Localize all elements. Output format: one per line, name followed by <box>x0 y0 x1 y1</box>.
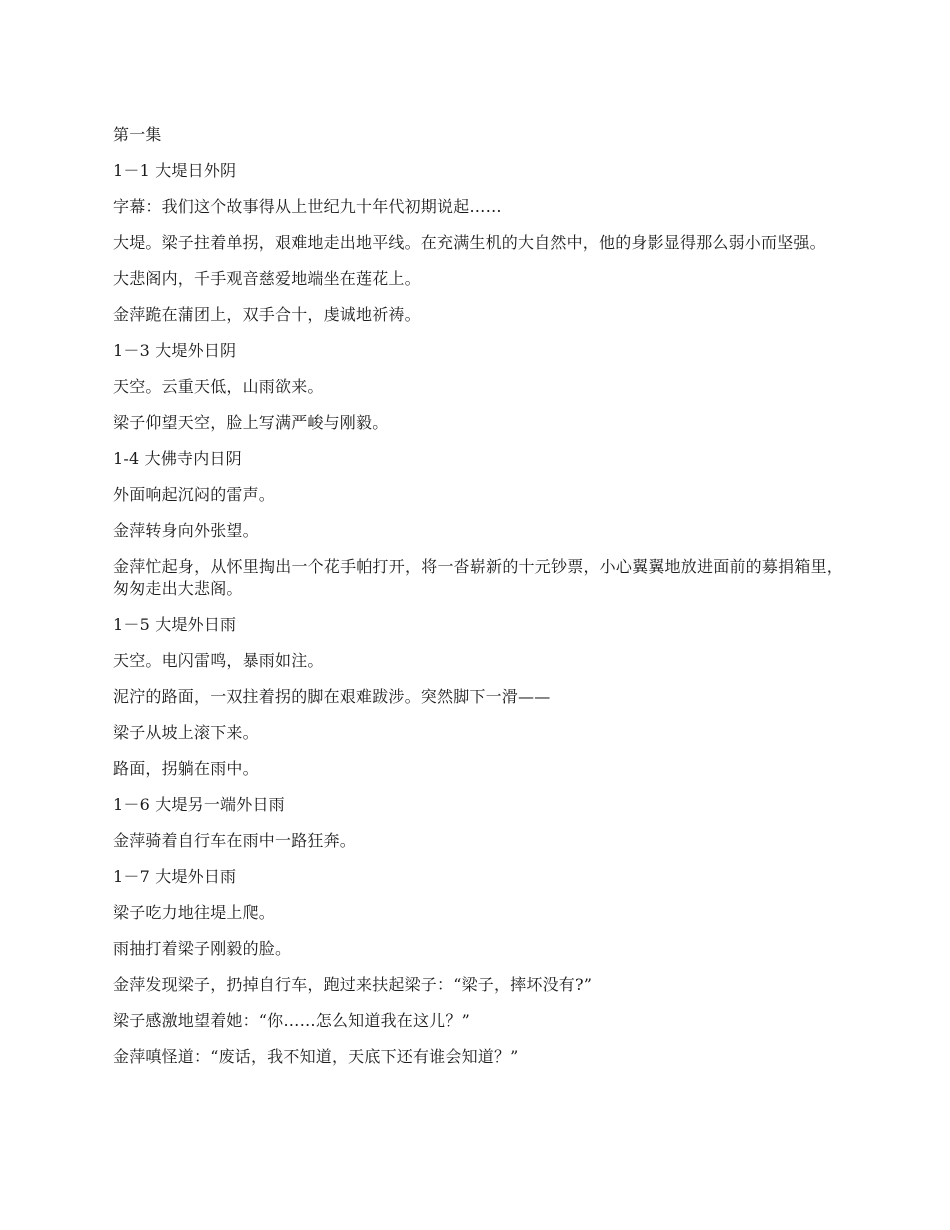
paragraph: 大堤。梁子拄着单拐，艰难地走出地平线。在充满生机的大自然中，他的身影显得那么弱小而坚强。 <box>113 233 826 252</box>
paragraph: 金萍跪在蒲团上，双手合十，虔诚地祈祷。 <box>113 305 421 324</box>
paragraph: 金萍忙起身，从怀里掏出一个花手帕打开，将一沓崭新的十元钞票，小心翼翼地放进面前的募捐箱里，匆匆走出大悲阁。 <box>113 557 843 598</box>
paragraph: 梁子从坡上滚下来。 <box>113 723 259 742</box>
paragraph: 路面，拐躺在雨中。 <box>113 759 259 778</box>
paragraph: 泥泞的路面，一双拄着拐的脚在艰难跋涉。突然脚下一滑—— <box>113 687 551 706</box>
paragraph: 外面响起沉闷的雷声。 <box>113 485 276 504</box>
scene-heading: 1－3 大堤外日阴 <box>113 341 237 360</box>
paragraph: 金萍骑着自行车在雨中一路狂奔。 <box>113 831 357 850</box>
paragraph: 金萍转身向外张望。 <box>113 521 259 540</box>
paragraph: 金萍嗔怪道：“废话，我不知道，天底下还有谁会知道？” <box>113 1047 519 1066</box>
paragraph: 天空。云重天低，山雨欲来。 <box>113 377 324 396</box>
paragraph: 雨抽打着梁子刚毅的脸。 <box>113 939 292 958</box>
paragraph: 大悲阁内，千手观音慈爱地端坐在莲花上。 <box>113 269 421 288</box>
paragraph: 金萍发现梁子，扔掉自行车，跑过来扶起梁子：“梁子，摔坏没有?” <box>113 975 593 994</box>
episode-title: 第一集 <box>113 125 162 144</box>
paragraph: 梁子仰望天空，脸上写满严峻与刚毅。 <box>113 413 389 432</box>
scene-heading: 1－6 大堤另一端外日雨 <box>113 795 285 814</box>
paragraph: 天空。电闪雷鸣，暴雨如注。 <box>113 651 324 670</box>
scene-heading: 1-4 大佛寺内日阴 <box>113 449 242 468</box>
scene-heading: 1－1 大堤日外阴 <box>113 161 237 180</box>
document-page <box>113 124 843 1082</box>
scene-heading: 1－7 大堤外日雨 <box>113 867 237 886</box>
paragraph: 梁子吃力地往堤上爬。 <box>113 903 276 922</box>
paragraph: 梁子感激地望着她：“你……怎么知道我在这儿？” <box>113 1011 470 1030</box>
scene-heading: 1－5 大堤外日雨 <box>113 615 237 634</box>
paragraph: 字幕：我们这个故事得从上世纪九十年代初期说起…… <box>113 197 502 216</box>
